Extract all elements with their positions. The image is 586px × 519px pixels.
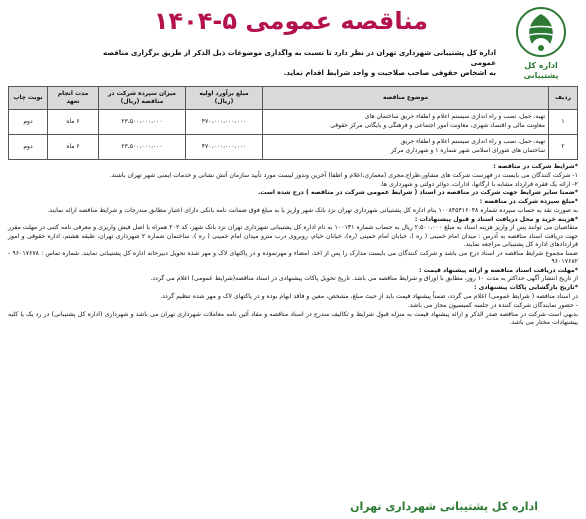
subject-line-1: تهیه، حمل، نصب و راه اندازی سیستم اعلام و اطفاء حریق ساختمان های xyxy=(364,113,545,121)
paragraph: در اسناد مناقصه ( شرایط عمومی) اعلام می گردد، ضمناً پیشنهاد قیمت باید از حیث مبلغ، مشخص، معین و فاقد ابهام بوده و در پاکتهای لاک و مهر شده تنظیم گردد. xyxy=(160,292,578,300)
paragraph: از تاریخ انتشار آگهی حداکثر به مدت ۱۰ روز، مطابق با اوراق و شرایط مناقصه می باشد. تاریخ تحویل پاکات پیشنهادی در اسناد مناقصه(شرایط عمومی) اعلام می گردد. xyxy=(150,275,578,283)
section-heading: *مبلغ سپرده شرکت در مناقصه : xyxy=(479,198,578,206)
section-heading: *ضمنا سایر شرایط جهت شرکت در مناقصه در اسناد ( شرایط عمومی شرکت در مناقصه ) درج شده است. xyxy=(257,189,578,197)
paragraph: - حضور نمایندگان شرکت کننده در جلسه کمیسیون مجاز می باشد. xyxy=(407,301,578,309)
tender-table xyxy=(8,86,578,160)
row-deposit: ۲۳،۵۰۰،۰۰۰،۰۰۰ xyxy=(99,110,186,135)
col-estimate: مبلغ برآورد اولیه (ریال) xyxy=(186,87,263,110)
intro-line-2: به اشخاص حقوقی صاحب صلاحیت و واجد شرایط اقدام نماید. xyxy=(283,69,496,78)
subject-line-2: معاونت مالی و اقتصاد شهری، معاونت امور اجتماعی و فرهنگی و بایگانی مرکز حقوقی xyxy=(330,122,545,129)
section-heading: *تاریخ بازگشایی پاکات پیشنهادی : xyxy=(473,284,578,292)
paragraph: متقاضیان می توانند پس از واریز هزینه اسناد به مبلغ ۲،۵۰۰،۰۰۰ ریال به حساب شماره ۱۰۰۱۳۱ به نام اداره کل پشتیبانی شهرداری تهران نزد بانک شهر، کد ۲۰۲ همراه با اصل فیش واریزی و معرفی نامه کتبی در مهلت مقرر جهت دریافت اسناد مناقصه به آدرس : میدان امام خمینی ( ره )، خیابان امام خمینی (ره)، خیابان خیام، روبروی درب مترو میدان امام خمینی ( ره )، ساختمان شماره ۲ شهرداری تهران، طبقه هشتم، اداره حقوقی و امور قراردادهای اداره کل پشتیبانی مراجعه نمایند. xyxy=(8,224,578,248)
col-print: نوبت چاپ xyxy=(9,87,48,110)
col-duration: مدت انجام تعهد xyxy=(48,87,99,110)
section-heading: *هزینه خرید و محل دریافت اسناد و قبول پیشنهادات : xyxy=(414,215,578,223)
municipality-logo-icon xyxy=(508,6,574,82)
section-heading: *مهلت دریافت اسناد مناقصه و ارائه پیشنهاد قیمت : xyxy=(419,266,578,274)
paragraph: به صورت نقد به حساب سپرده شماره ۱۰۰۸۴۵۴۱۶۰۴۸ بنام اداره کل پشتیبانی شهرداری تهران نزد بانک شهر واریز یا به مبلغ فوق ضمانت نامه بانکی دارای اعتبار مطابق مندرجات و شرایط مناقصه ارائه نمایند. xyxy=(47,206,578,214)
paragraph: بدیهی است شرکت در مناقصه صدر الذکر و ارائه پیشنهاد قیمت به منزله قبول شرایط و تکالیف مندرج در اسناد مناقصه و مفاد آئین نامه معاملات شهرداری تهران می باشد و شهرداری (اداره کل پشتیبانی) در رد یک یا کلیه پیشنهادات مختار می باشد. xyxy=(8,310,578,326)
intro-text xyxy=(76,48,496,78)
footer-signature: اداره کل پشتیبانی شهرداری تهران xyxy=(350,500,538,514)
row-subject xyxy=(263,110,549,135)
paragraph: ضمنا مجموع شرایط مناقصه در اسناد درج می باشد و شرکت کنندگان می بایست مدارک را پس از اخذ، امضاء و مهرنموده و در پاکتهای لاک و مهر شده تحویل دبیرخانه اداره کل پشتیبانی نمایند. شماره تماس : ۹۶۰۱۷۶۷۸ - ۹۶۰۱۷۶۸۲ xyxy=(8,249,578,265)
logo-text: اداره کل پشتیبانی xyxy=(523,60,559,81)
header xyxy=(8,4,578,86)
subject-line-1: تهیه، حمل، نصب و راه اندازی سیستم اعلام و اطفاء حریق xyxy=(400,138,545,146)
paragraph: ۱- شرکت کنندگان می بایست در فهرست شرکت های مشاور،طراح،مجری (معماری،اعلام و اطفا) آخرین وندور لیست مورد تأیید سازمان آتش نشانی و خدمات ایمنی شهر تهران باشند. xyxy=(109,171,578,179)
col-row: ردیف xyxy=(549,87,578,110)
table-header-row xyxy=(9,87,578,110)
row-number: ۲ xyxy=(549,135,578,160)
table-row xyxy=(9,110,578,135)
row-estimate: ۴۷۰،۰۰۰،۰۰۰،۰۰۰ xyxy=(186,110,263,135)
col-deposit: میزان سپرده شرکت در مناقصه (ریال) xyxy=(99,87,186,110)
row-estimate: ۴۷۰،۰۰۰،۰۰۰،۰۰۰ xyxy=(186,135,263,160)
row-duration: ۶ ماه xyxy=(48,110,99,135)
page-title: مناقصه عمومی ۵-۱۴۰۴ xyxy=(153,7,428,35)
row-print: دوم xyxy=(9,135,48,160)
row-print: دوم xyxy=(9,110,48,135)
conditions-text xyxy=(8,163,578,327)
intro-line-1: اداره کل پشتیبانی شهرداری تهران در نظر دارد تا نسبت به واگذاری موضوعات ذیل الذکر از طریق برگزاری مناقصه عمومی xyxy=(103,49,496,68)
section-heading: *شرایط شرکت در مناقصه : xyxy=(493,163,578,170)
row-duration: ۶ ماه xyxy=(48,135,99,160)
row-deposit: ۲۳،۵۰۰،۰۰۰،۰۰۰ xyxy=(99,135,186,160)
row-subject xyxy=(263,135,549,160)
subject-line-2: ساختمان های شورای اسلامی شهر شماره ۱ و شهرداری مرکز xyxy=(390,147,545,154)
paragraph: ۲- ارائه یک فقره قرارداد مشابه با ارگانها، ادارات، دوائر دولتی و شهرداری ها. xyxy=(379,180,578,188)
table-row xyxy=(9,135,578,160)
row-number: ۱ xyxy=(549,110,578,135)
col-subject: موضوع مناقصه xyxy=(263,87,549,110)
